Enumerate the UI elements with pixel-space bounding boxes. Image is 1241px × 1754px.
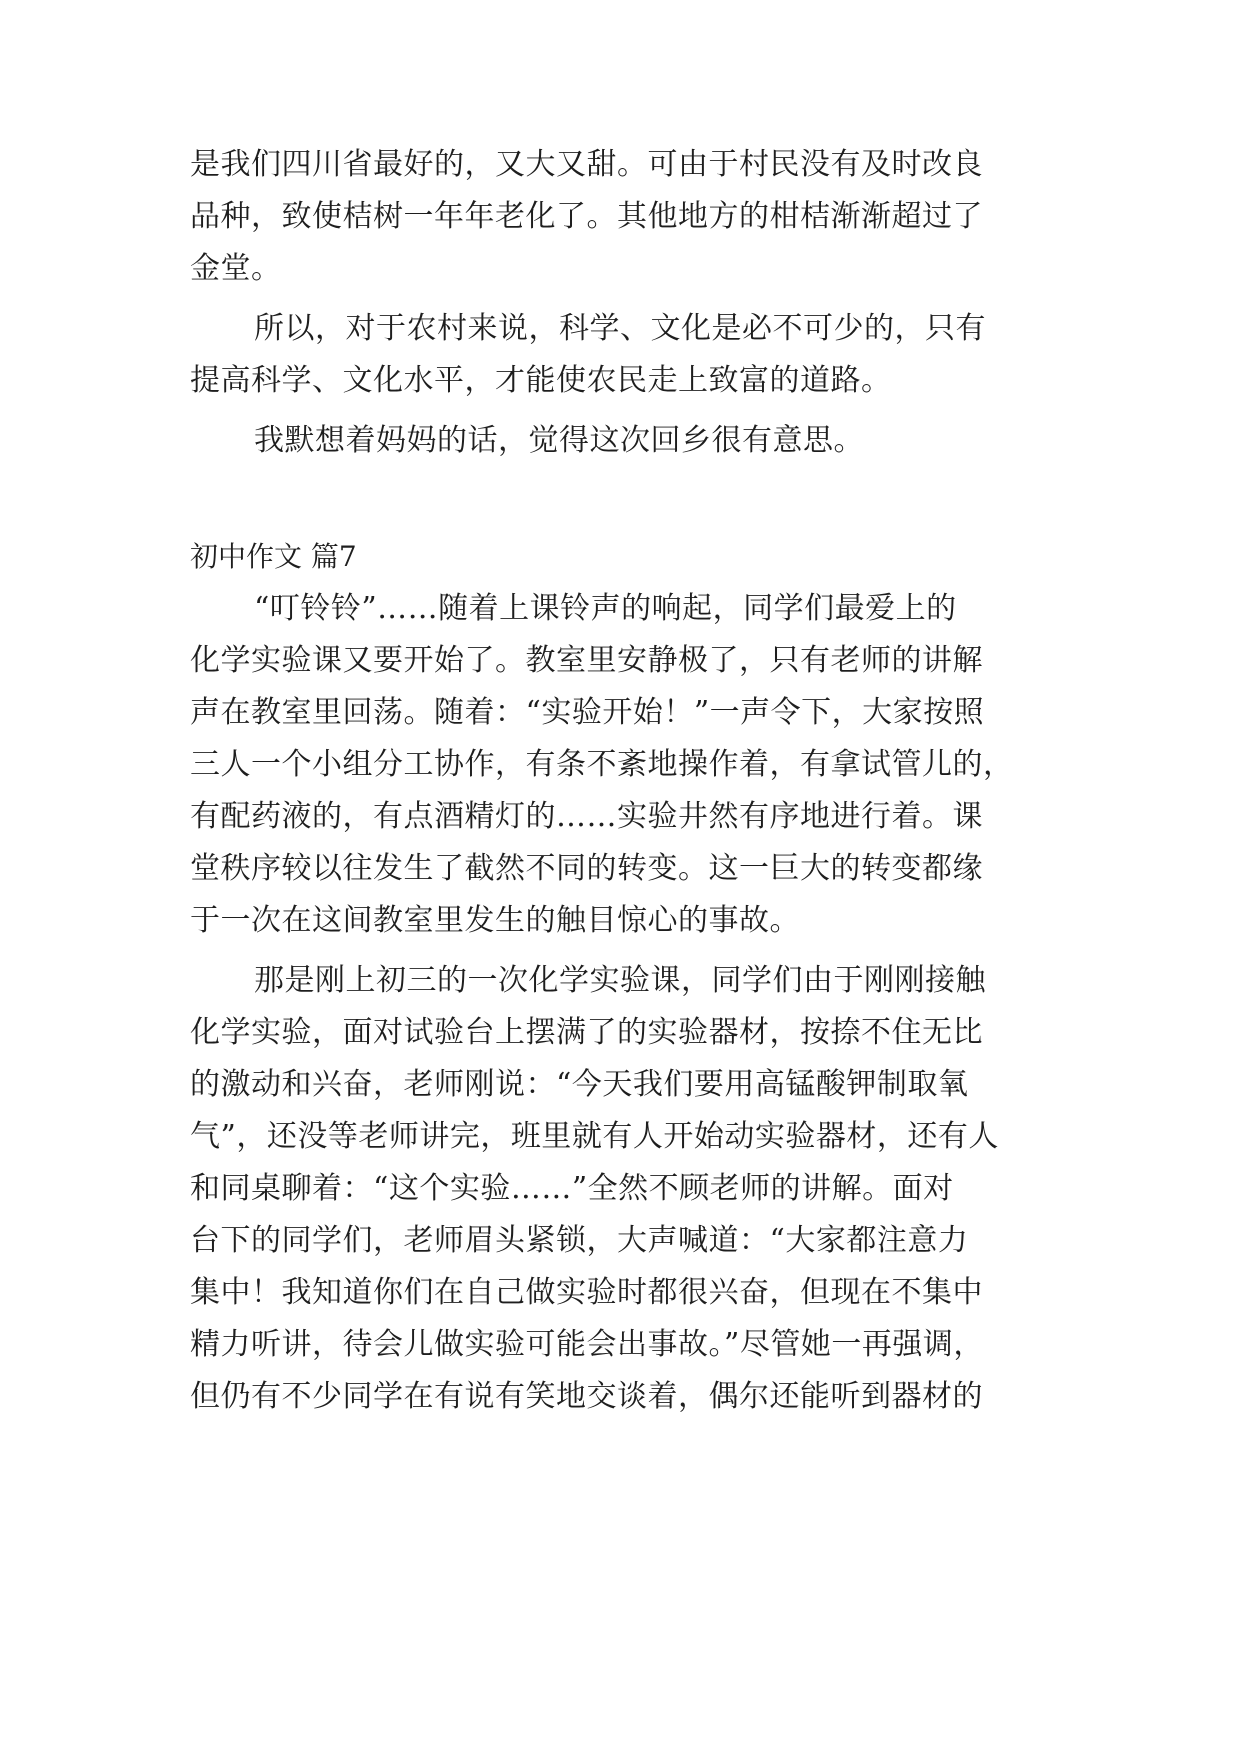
paragraph-4-line-4: 三人一个小组分工协作，有条不紊地操作着，有拿试管儿的，	[190, 747, 1014, 782]
paragraph-4-line-1: “叮铃铃”……随着上课铃声的响起，同学们最爱上的	[254, 591, 957, 626]
paragraph-4-line-2: 化学实验课又要开始了。教室里安静极了，只有老师的讲解	[190, 643, 983, 678]
paragraph-4-line-7: 于一次在这间教室里发生的触目惊心的事故。	[190, 903, 800, 938]
section-heading: 初中作文 篇7	[190, 540, 357, 573]
paragraph-1-line-3: 金堂。	[190, 251, 282, 286]
paragraph-4-line-6: 堂秩序较以往发生了截然不同的转变。这一巨大的转变都缘	[190, 851, 983, 886]
paragraph-5-line-3: 的激动和兴奋，老师刚说：“今天我们要用高锰酸钾制取氧	[190, 1067, 969, 1102]
paragraph-1-line-1: 是我们四川省最好的，又大又甜。可由于村民没有及时改良	[190, 147, 983, 182]
paragraph-5-line-6: 台下的同学们，老师眉头紧锁，大声喊道：“大家都注意力	[190, 1223, 969, 1258]
paragraph-4-line-5: 有配药液的，有点酒精灯的……实验井然有序地进行着。课	[190, 799, 983, 834]
paragraph-5-line-2: 化学实验，面对试验台上摆满了的实验器材，按捺不住无比	[190, 1015, 983, 1050]
paragraph-5-line-8: 精力听讲，待会儿做实验可能会出事故。”尽管她一再强调，	[190, 1327, 984, 1362]
paragraph-5-line-4: 气”，还没等老师讲完，班里就有人开始动实验器材，还有人	[190, 1119, 999, 1154]
paragraph-5-line-7: 集中！我知道你们在自己做实验时都很兴奋，但现在不集中	[190, 1275, 983, 1310]
paragraph-3-line-1: 我默想着妈妈的话，觉得这次回乡很有意思。	[254, 423, 864, 458]
paragraph-4-line-3: 声在教室里回荡。随着：“实验开始！”一声令下，大家按照	[190, 695, 985, 730]
paragraph-2-line-2: 提高科学、文化水平，才能使农民走上致富的道路。	[190, 363, 892, 398]
paragraph-2-line-1: 所以，对于农村来说，科学、文化是必不可少的，只有	[254, 311, 986, 346]
paragraph-1-line-2: 品种，致使桔树一年年老化了。其他地方的柑桔渐渐超过了	[190, 199, 983, 234]
paragraph-5-line-9: 但仍有不少同学在有说有笑地交谈着，偶尔还能听到器材的	[190, 1379, 983, 1414]
paragraph-5-line-5: 和同桌聊着：“这个实验……”全然不顾老师的讲解。面对	[190, 1171, 954, 1206]
paragraph-5-line-1: 那是刚上初三的一次化学实验课，同学们由于刚刚接触	[254, 963, 986, 998]
